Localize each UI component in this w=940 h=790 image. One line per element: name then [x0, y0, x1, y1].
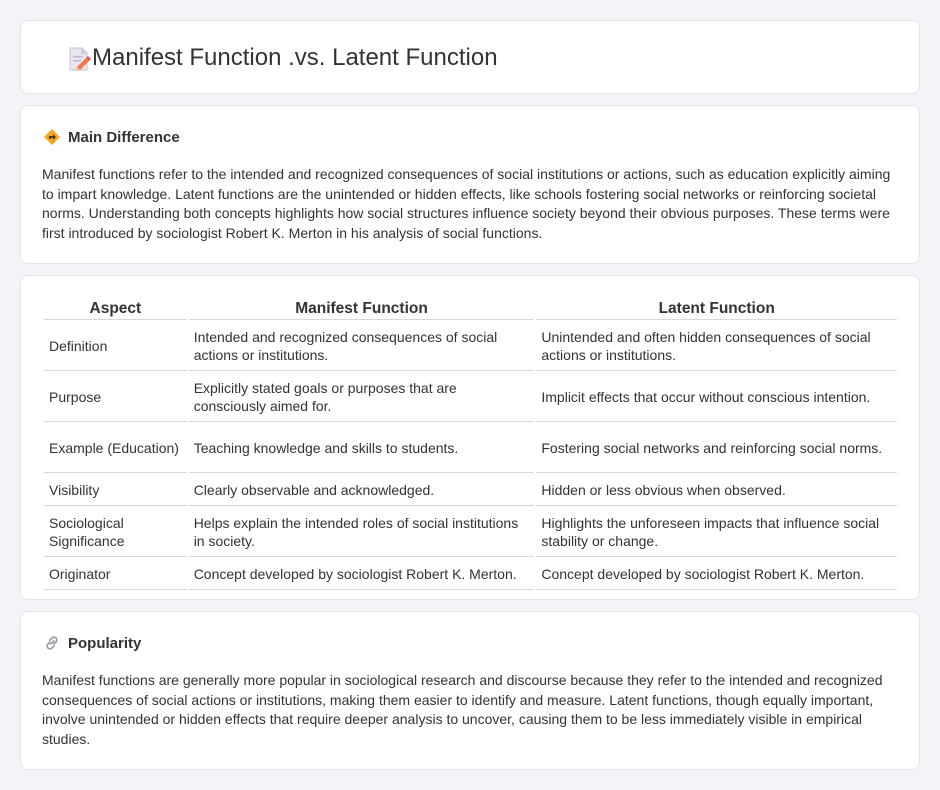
popularity-card — [20, 611, 920, 770]
main-difference-text: Manifest functions refer to the intended and recognized consequences of social institutions or actions, such as education explicitly aiming to impart knowledge. Latent functions are the unintended or hidden effects, like schools fostering social networks or reinforcing societal norms. Understanding both concepts highlights how social structures influence society beyond their obvious purposes. These terms were first introduced by sociologist Robert K. Merton in his analysis of social functions. — [42, 166, 891, 241]
table-row — [44, 508, 897, 557]
table-row — [44, 373, 897, 422]
cell-manifest: Intended and recognized consequences of social actions or institutions. — [189, 322, 535, 371]
header-latent: Latent Function — [536, 298, 897, 320]
link-icon — [43, 634, 61, 652]
popularity-heading — [43, 634, 141, 652]
cell-aspect: Visibility — [44, 475, 187, 506]
cell-manifest: Teaching knowledge and skills to students. — [189, 424, 535, 473]
cell-latent: Highlights the unforeseen impacts that influence social stability or change. — [536, 508, 897, 557]
comparison-table — [42, 296, 899, 592]
cell-aspect: Example (Education) — [44, 424, 187, 473]
cell-latent: Fostering social networks and reinforcing social norms. — [536, 424, 897, 473]
cell-aspect: Definition — [44, 322, 187, 371]
cell-manifest: Explicitly stated goals or purposes that are consciously aimed for. — [189, 373, 535, 422]
table-row — [44, 475, 897, 506]
cell-manifest: Helps explain the intended roles of social institutions in society. — [189, 508, 535, 557]
table-header-row — [44, 298, 897, 320]
cell-manifest: Concept developed by sociologist Robert K. Merton. — [189, 559, 535, 590]
main-difference-title: Main Difference — [68, 128, 180, 146]
popularity-text: Manifest functions are generally more popular in sociological research and discourse because they refer to the intended and recognized consequences of social actions or institutions, making them easier to identify and measure. Latent functions, though equally important, involve unintended or hidden effects that require deeper analysis to uncover, causing them to be less immediately visible in empirical studies. — [42, 672, 883, 747]
main-difference-card — [20, 105, 920, 264]
table-row — [44, 322, 897, 371]
cell-latent: Implicit effects that occur without conscious intention. — [536, 373, 897, 422]
cell-latent: Unintended and often hidden consequences of social actions or institutions. — [536, 322, 897, 371]
main-difference-heading — [43, 128, 180, 146]
comparison-table-card — [20, 275, 920, 600]
header-aspect: Aspect — [44, 298, 187, 320]
page-title: Manifest Function .vs. Latent Function — [92, 44, 498, 71]
title-card — [20, 20, 920, 94]
header-manifest: Manifest Function — [189, 298, 535, 320]
cell-manifest: Clearly observable and acknowledged. — [189, 475, 535, 506]
table-row — [44, 424, 897, 473]
cell-latent: Hidden or less obvious when observed. — [536, 475, 897, 506]
cell-latent: Concept developed by sociologist Robert K. Merton. — [536, 559, 897, 590]
diamond-direction-icon — [43, 128, 61, 146]
cell-aspect: Purpose — [44, 373, 187, 422]
table-row — [44, 559, 897, 590]
cell-aspect: Sociological Significance — [44, 508, 187, 557]
popularity-title: Popularity — [68, 634, 142, 652]
cell-aspect: Originator — [44, 559, 187, 590]
document-pencil-icon — [65, 45, 93, 73]
